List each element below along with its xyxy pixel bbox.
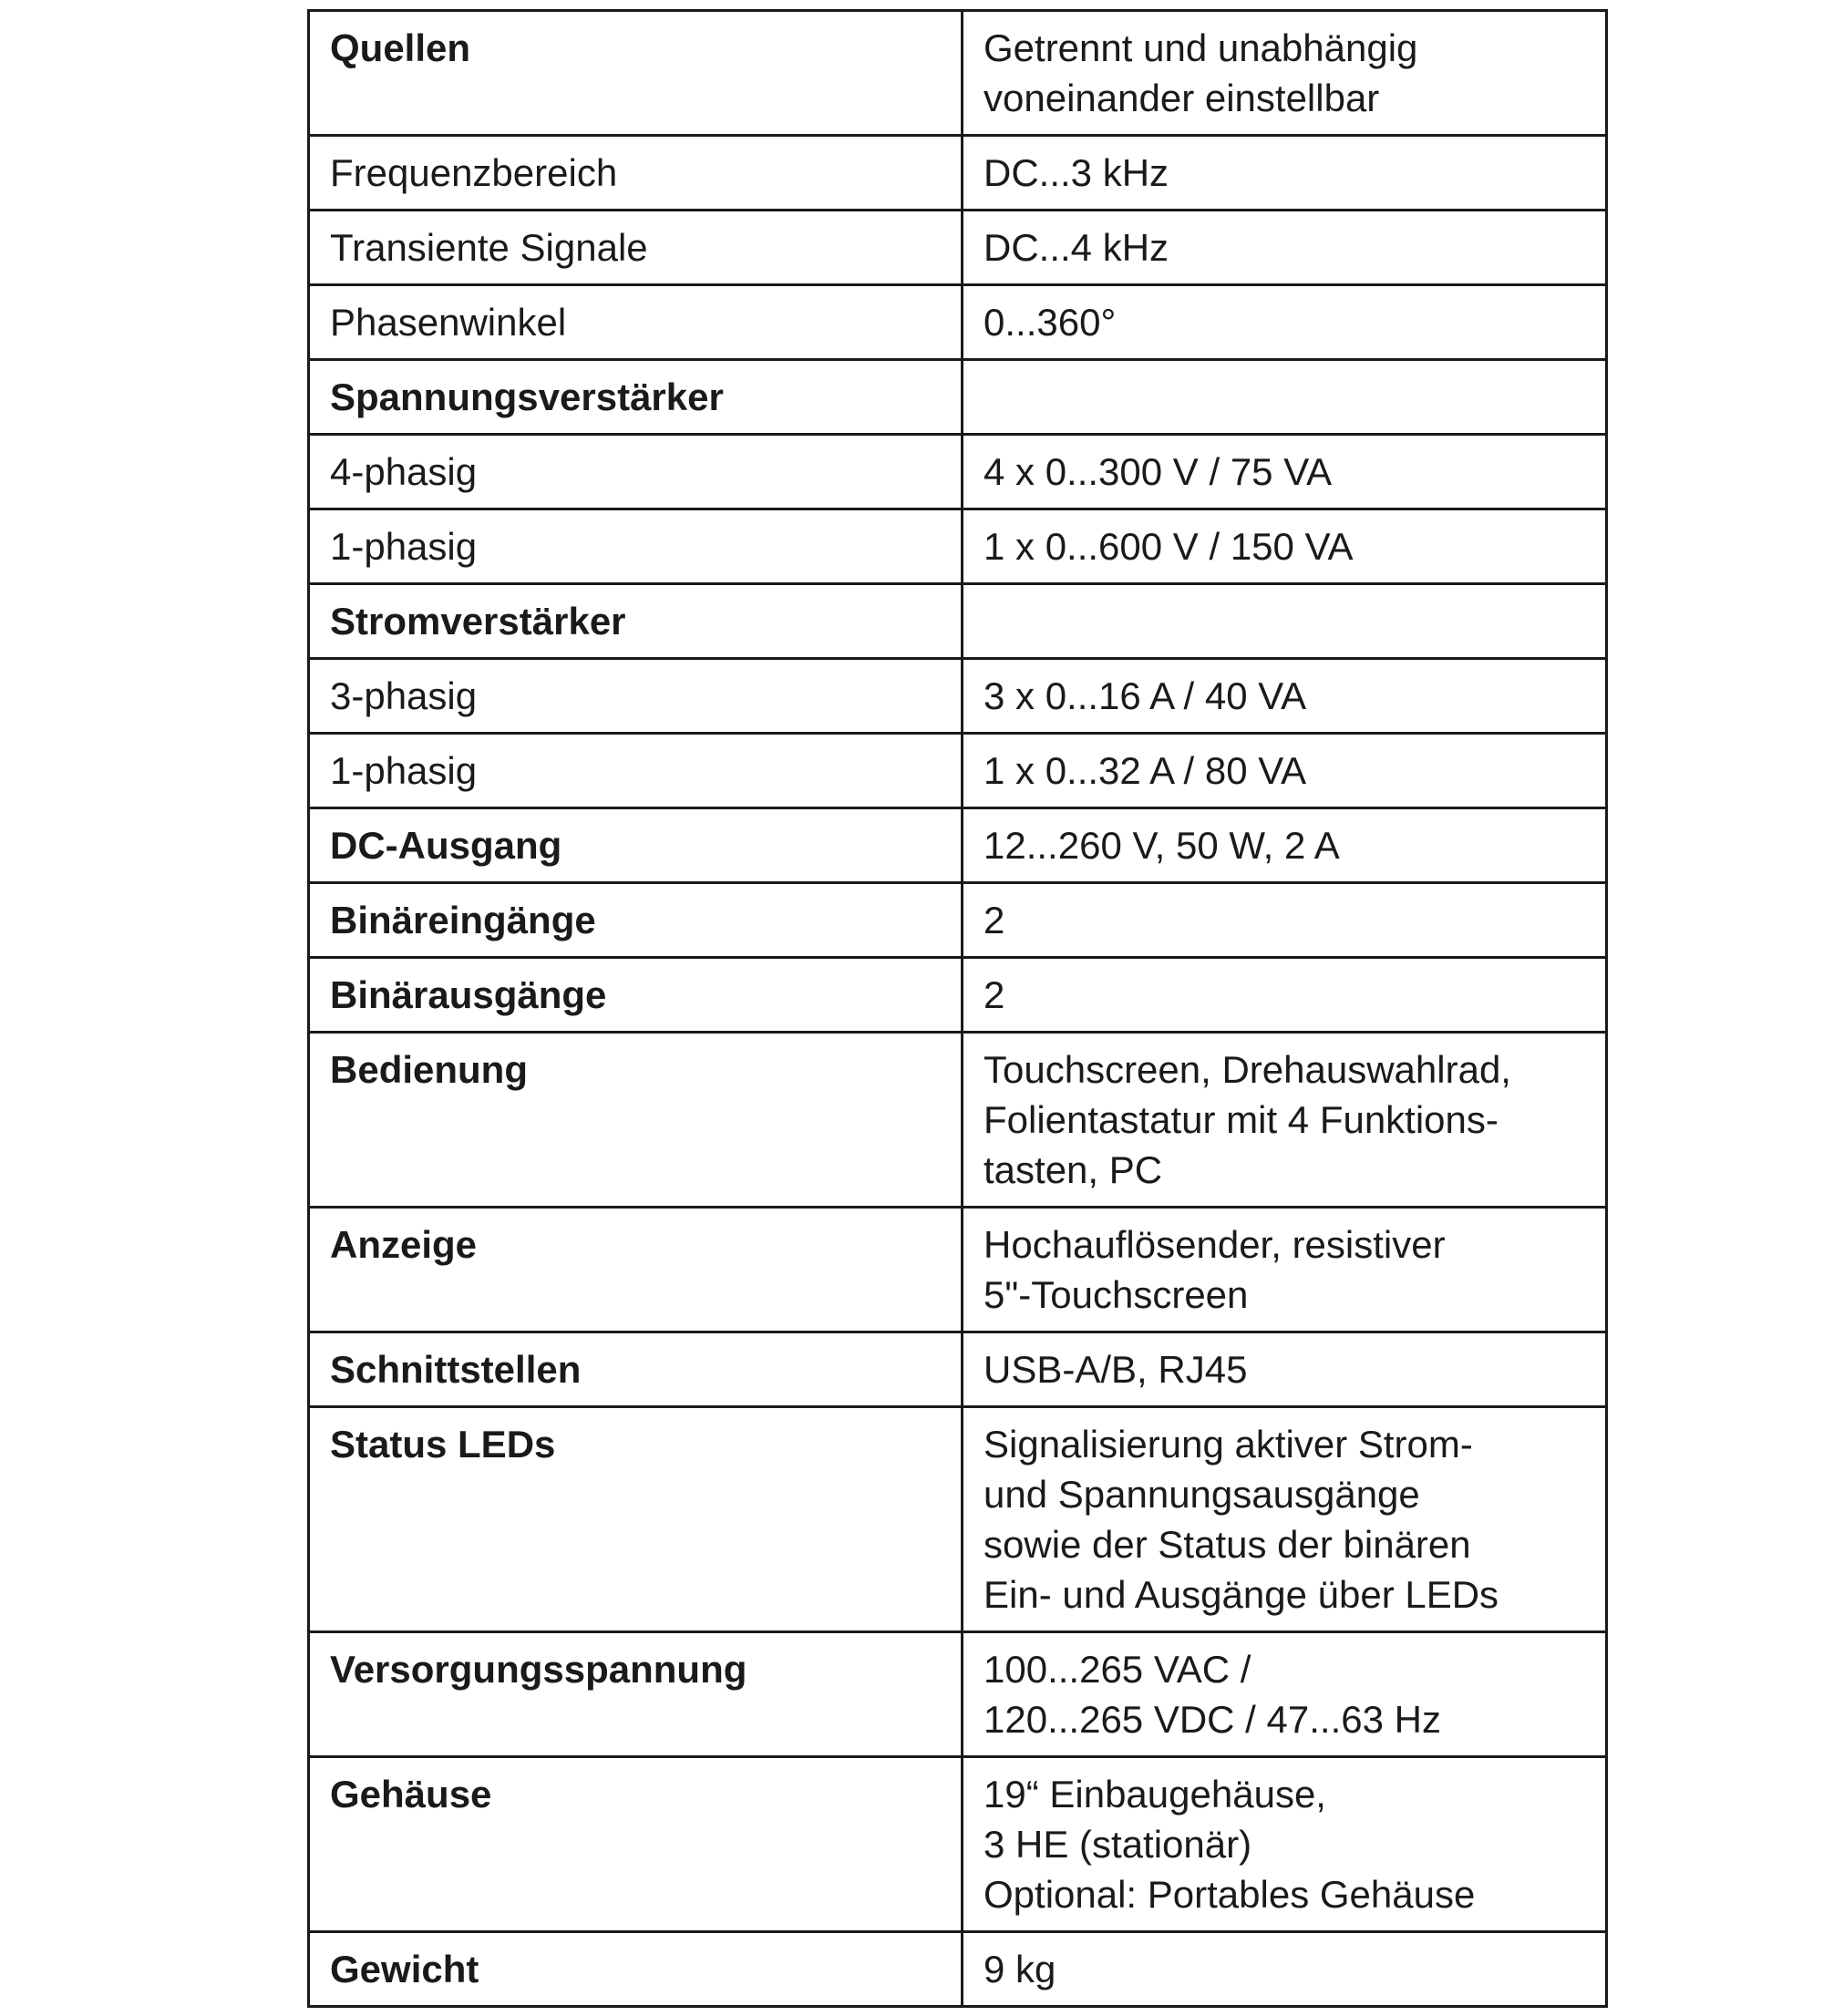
spec-value: 100...265 VAC / 120...265 VDC / 47...63 Hz bbox=[963, 1632, 1607, 1757]
table-row bbox=[309, 509, 1607, 584]
spec-label: 1-phasig bbox=[309, 734, 963, 808]
spec-value: USB-A/B, RJ45 bbox=[963, 1332, 1607, 1407]
spec-label: Binäreingänge bbox=[309, 883, 963, 958]
spec-value: Hochauflösender, resistiver 5"-Touchscreen bbox=[963, 1208, 1607, 1332]
spec-label: 4-phasig bbox=[309, 435, 963, 509]
spec-value: 0...360° bbox=[963, 285, 1607, 360]
spec-value bbox=[963, 584, 1607, 659]
spec-table bbox=[307, 9, 1608, 2008]
spec-label: Phasenwinkel bbox=[309, 285, 963, 360]
spec-value: Getrennt und unabhängig voneinander einstellbar bbox=[963, 11, 1607, 136]
spec-value: Signalisierung aktiver Strom- und Spannungsausgänge sowie der Status der binären Ein- und Ausgänge über LEDs bbox=[963, 1407, 1607, 1632]
spec-label: Gehäuse bbox=[309, 1757, 963, 1932]
spec-value: DC...3 kHz bbox=[963, 136, 1607, 211]
spec-label: 3-phasig bbox=[309, 659, 963, 734]
table-row bbox=[309, 1208, 1607, 1332]
spec-label: Gewicht bbox=[309, 1932, 963, 2007]
spec-label: Spannungsverstärker bbox=[309, 360, 963, 435]
spec-value: 9 kg bbox=[963, 1932, 1607, 2007]
spec-label: Bedienung bbox=[309, 1033, 963, 1208]
spec-label: Frequenzbereich bbox=[309, 136, 963, 211]
table-row bbox=[309, 136, 1607, 211]
spec-value: 19“ Einbaugehäuse, 3 HE (stationär) Optional: Portables Gehäuse bbox=[963, 1757, 1607, 1932]
spec-label: Anzeige bbox=[309, 1208, 963, 1332]
spec-label: DC-Ausgang bbox=[309, 808, 963, 883]
table-row bbox=[309, 808, 1607, 883]
spec-value bbox=[963, 360, 1607, 435]
spec-value: Touchscreen, Drehauswahlrad, Folientastatur mit 4 Funktions- tasten, PC bbox=[963, 1033, 1607, 1208]
spec-label: Transiente Signale bbox=[309, 211, 963, 285]
spec-value: 12...260 V, 50 W, 2 A bbox=[963, 808, 1607, 883]
spec-label: Status LEDs bbox=[309, 1407, 963, 1632]
spec-table-body bbox=[309, 11, 1607, 2007]
spec-value: DC...4 kHz bbox=[963, 211, 1607, 285]
spec-value: 3 x 0...16 A / 40 VA bbox=[963, 659, 1607, 734]
table-row bbox=[309, 883, 1607, 958]
table-row bbox=[309, 659, 1607, 734]
table-row bbox=[309, 734, 1607, 808]
table-row bbox=[309, 584, 1607, 659]
table-row bbox=[309, 1632, 1607, 1757]
table-row bbox=[309, 285, 1607, 360]
spec-label: Versorgungsspannung bbox=[309, 1632, 963, 1757]
table-row bbox=[309, 360, 1607, 435]
table-row bbox=[309, 211, 1607, 285]
spec-value: 4 x 0...300 V / 75 VA bbox=[963, 435, 1607, 509]
table-row bbox=[309, 958, 1607, 1033]
spec-value: 1 x 0...32 A / 80 VA bbox=[963, 734, 1607, 808]
spec-value: 2 bbox=[963, 883, 1607, 958]
table-row bbox=[309, 1757, 1607, 1932]
table-row bbox=[309, 1033, 1607, 1208]
table-row bbox=[309, 1932, 1607, 2007]
spec-label: Stromverstärker bbox=[309, 584, 963, 659]
spec-label: 1-phasig bbox=[309, 509, 963, 584]
table-row bbox=[309, 1332, 1607, 1407]
table-row bbox=[309, 1407, 1607, 1632]
spec-value: 1 x 0...600 V / 150 VA bbox=[963, 509, 1607, 584]
spec-label: Binärausgänge bbox=[309, 958, 963, 1033]
table-row bbox=[309, 435, 1607, 509]
table-row bbox=[309, 11, 1607, 136]
spec-label: Quellen bbox=[309, 11, 963, 136]
spec-value: 2 bbox=[963, 958, 1607, 1033]
spec-label: Schnittstellen bbox=[309, 1332, 963, 1407]
